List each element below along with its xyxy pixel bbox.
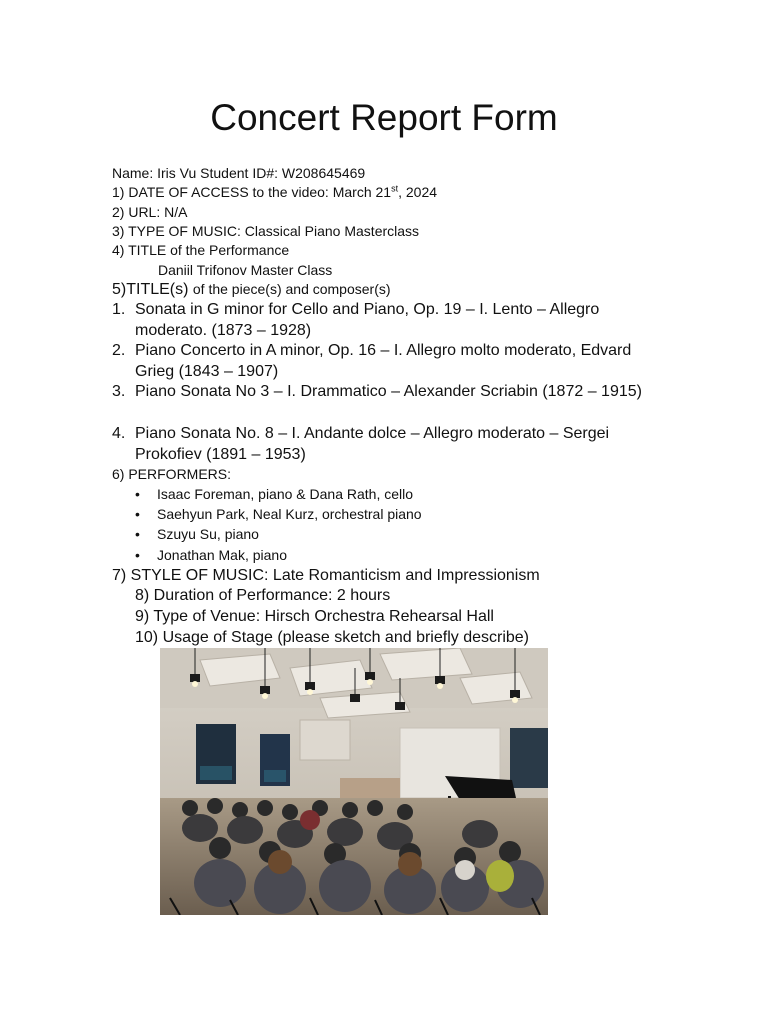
performance-title-label: 4) TITLE of the Performance [112, 242, 290, 258]
performer-text: Szuyu Su, piano [157, 526, 259, 542]
piece-text: Piano Sonata No. 8 – I. Andante dolce – Allegro moderato – Sergei Prokofiev (1891 – 1953) [135, 425, 610, 463]
bullet-icon: • [135, 506, 140, 522]
url-line: 2) URL: N/A [112, 204, 188, 220]
bullet-icon: • [135, 547, 140, 563]
date-of-access-text: 1) DATE OF ACCESS to the video: March 21 [112, 184, 392, 200]
piece-text: Piano Sonata No 3 – I. Drammatico – Alexander Scriabin (1872 – 1915) [135, 383, 642, 400]
piece-number: 4. [112, 425, 126, 442]
piece-item [112, 382, 657, 403]
date-of-access-line [112, 183, 437, 201]
piece-item [112, 300, 657, 341]
performance-title-value: Daniil Trifonov Master Class [158, 262, 333, 278]
venue-line: 9) Type of Venue: Hirsch Orchestra Rehearsal Hall [135, 608, 494, 625]
date-year: , 2024 [398, 184, 438, 200]
concert-hall-photo [160, 648, 548, 915]
type-of-music-line: 3) TYPE OF MUSIC: Classical Piano Masterclass [112, 223, 420, 239]
performer-text: Isaac Foreman, piano & Dana Rath, cello [157, 486, 414, 502]
pieces-label [112, 280, 391, 300]
piece-text: Piano Concerto in A minor, Op. 16 – I. Allegro molto moderato, Edvard Grieg (1843 – 1907) [135, 342, 632, 380]
page-title: Concert Report Form [210, 97, 558, 138]
performer-item [135, 546, 287, 564]
bullet-icon: • [135, 526, 140, 542]
pieces-label-b: of the piece(s) and composer(s) [192, 281, 391, 297]
style-of-music-line: 7) STYLE OF MUSIC: Late Romanticism and Impressionism [112, 567, 540, 584]
performers-label: 6) PERFORMERS: [112, 466, 232, 482]
name-student-id-line: Name: Iris Vu Student ID#: W208645469 [112, 165, 366, 181]
piece-number: 3. [112, 383, 126, 400]
stage-usage-line: 10) Usage of Stage (please sketch and briefly describe) [135, 629, 529, 646]
performer-text: Jonathan Mak, piano [157, 547, 287, 563]
piece-number: 1. [112, 301, 126, 318]
duration-line: 8) Duration of Performance: 2 hours [135, 587, 391, 604]
date-suffix: st [391, 183, 399, 194]
piece-item [112, 424, 657, 465]
bullet-icon: • [135, 486, 140, 502]
piece-item [112, 341, 657, 382]
piece-number: 2. [112, 342, 126, 359]
performer-item [135, 505, 422, 523]
performer-item [135, 485, 413, 503]
pieces-label-a: 5)TITLE(s) [112, 281, 193, 298]
piece-text: Sonata in G minor for Cello and Piano, Op. 19 – I. Lento – Allegro moderato. (1873 – 1928) [135, 301, 600, 339]
performer-item [135, 525, 259, 543]
performer-text: Saehyun Park, Neal Kurz, orchestral piano [157, 506, 422, 522]
